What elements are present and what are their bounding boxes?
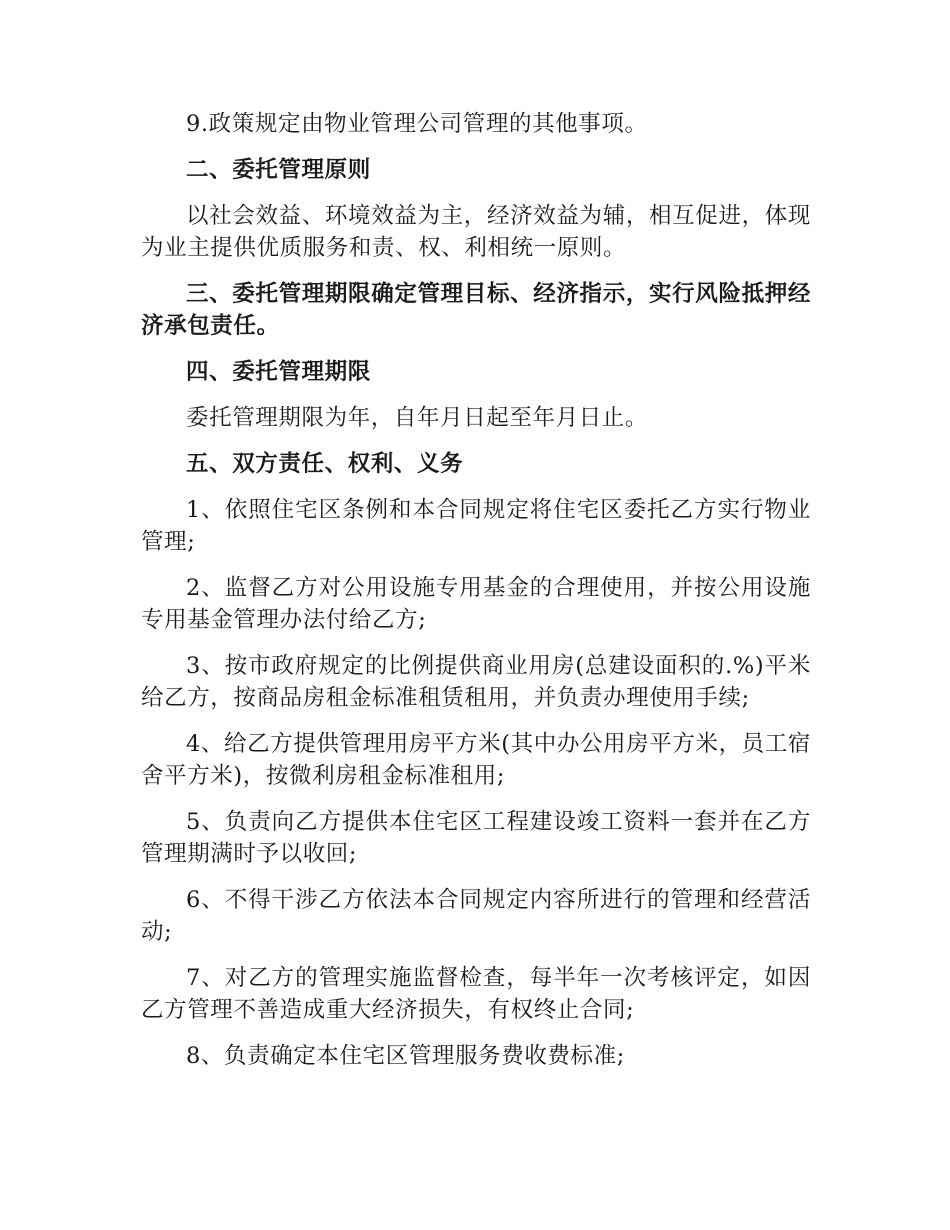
clause-4: 4、给乙方提供管理用房平方米(其中办公用房平方米，员工宿舍平方米)，按微利房租金标准租用; — [141, 731, 811, 789]
clause-2: 2、监督乙方对公用设施专用基金的合理使用，并按公用设施专用基金管理办法付给乙方; — [141, 575, 811, 633]
section-heading-4: 四、委托管理期限 — [186, 359, 371, 385]
clause-3: 3、按市政府规定的比例提供商业用房(总建设面积的.%)平米给乙方，按商品房租金标准租赁租用，并负责办理使用手续; — [141, 653, 811, 711]
paragraph-term: 委托管理期限为年，自年月日起至年月日止。 — [186, 405, 649, 431]
section-heading-2: 二、委托管理原则 — [186, 157, 371, 183]
clause-8: 8、负责确定本住宅区管理服务费收费标准; — [186, 1043, 625, 1069]
paragraph-item-9: 9.政策规定由物业管理公司管理的其他事项。 — [186, 111, 648, 137]
clause-7: 7、对乙方的管理实施监督检查，每半年一次考核评定，如因乙方管理不善造成重大经济损失，有权终止合同; — [141, 965, 811, 1023]
clause-5: 5、负责向乙方提供本住宅区工程建设竣工资料一套并在乙方管理期满时予以收回; — [141, 809, 811, 867]
clause-1: 1、依照住宅区条例和本合同规定将住宅区委托乙方实行物业管理; — [141, 497, 811, 555]
section-heading-3: 三、委托管理期限确定管理目标、经济指示，实行风险抵押经济承包责任。 — [141, 281, 811, 339]
paragraph-principle: 以社会效益、环境效益为主，经济效益为辅，相互促进，体现为业主提供优质服务和责、权、利相统一原则。 — [141, 203, 811, 261]
clause-6: 6、不得干涉乙方依法本合同规定内容所进行的管理和经营活动; — [141, 887, 811, 945]
section-heading-5: 五、双方责任、权利、义务 — [186, 451, 464, 477]
document-body — [141, 108, 811, 1086]
